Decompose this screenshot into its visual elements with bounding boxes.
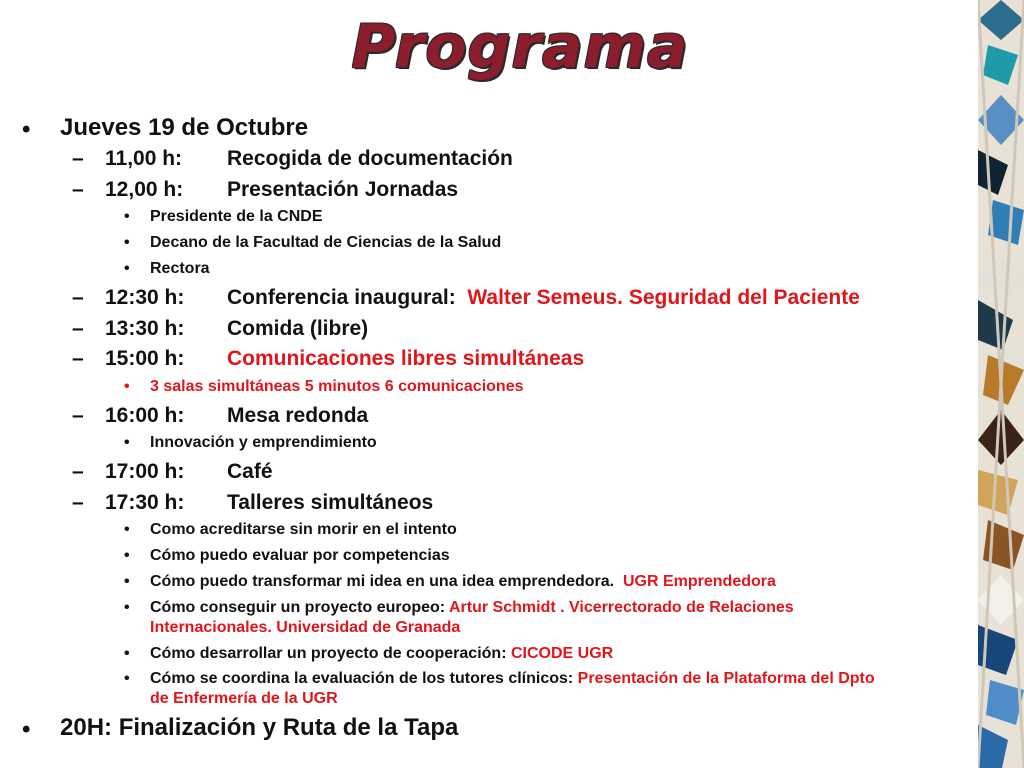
sub-item-red: CICODE UGR	[510, 645, 614, 662]
dash-bullet: –	[72, 147, 84, 170]
dash-bullet: –	[72, 317, 84, 340]
time: 17:30 h:	[105, 491, 185, 514]
sub-bullet: •	[124, 434, 130, 451]
sub-item-red: Artur Schmidt . Vicerrectorado de Relaciones	[449, 599, 794, 616]
sub-item: Presidente de la CNDE	[150, 208, 323, 225]
sub-item	[150, 599, 794, 617]
dash-bullet: –	[72, 460, 84, 483]
mosaic-decoration	[978, 0, 1024, 768]
sub-item-red: Presentación de la Plataforma del Dpto	[577, 670, 875, 687]
sub-item: Cómo puedo evaluar por competencias	[150, 547, 450, 564]
sub-item: Rectora	[150, 260, 210, 277]
time: 11,00 h:	[105, 147, 183, 170]
item-label: Talleres simultáneos	[227, 491, 434, 514]
sub-item: Decano de la Facultad de Ciencias de la Salud	[150, 234, 502, 251]
slide-title: Programa	[351, 12, 689, 82]
item-label-red: Comunicaciones libres simultáneas	[227, 347, 585, 370]
sub-item	[150, 670, 875, 688]
sub-item: Como acreditarse sin morir en el intento	[150, 521, 457, 538]
sub-item-red-cont: de Enfermería de la UGR	[150, 690, 338, 707]
bullet-dot: •	[22, 716, 31, 743]
schedule-item	[105, 404, 368, 428]
item-label-red: Walter Semeus. Seguridad del Paciente	[467, 286, 860, 309]
time: 12:30 h:	[105, 286, 185, 309]
item-label: Recogida de documentación	[227, 147, 513, 170]
sub-bullet: •	[124, 670, 130, 687]
item-label: Conferencia inaugural:	[227, 286, 456, 309]
schedule-item	[105, 491, 433, 515]
bullet-dot: •	[22, 116, 31, 143]
schedule-item	[105, 286, 860, 310]
sub-item-text: Cómo conseguir un proyecto europeo:	[150, 599, 446, 616]
item-label: Mesa redonda	[227, 404, 369, 427]
sub-item: 3 salas simultáneas 5 minutos 6 comunicaciones	[150, 378, 524, 395]
schedule-item	[105, 147, 513, 171]
dash-bullet: –	[72, 491, 84, 514]
closing-line: 20H: Finalización y Ruta de la Tapa	[60, 714, 459, 741]
item-label: Presentación Jornadas	[227, 178, 459, 201]
sub-item	[150, 573, 776, 591]
schedule-item	[105, 178, 458, 202]
dash-bullet: –	[72, 286, 84, 309]
sub-item	[150, 645, 613, 663]
sub-bullet: •	[124, 521, 130, 538]
time: 12,00 h:	[105, 178, 184, 201]
sub-item-text: Cómo desarrollar un proyecto de cooperación:	[150, 645, 507, 662]
sub-bullet: •	[124, 234, 130, 251]
item-label: Comida (libre)	[227, 317, 369, 340]
sub-bullet: •	[124, 547, 130, 564]
sub-item-text: Cómo se coordina la evaluación de los tutores clínicos:	[150, 670, 574, 687]
sub-bullet: •	[124, 378, 130, 395]
time: 17:00 h:	[105, 460, 185, 483]
schedule-item	[105, 317, 368, 341]
day-heading: Jueves 19 de Octubre	[60, 114, 309, 141]
sub-item-red-cont: Internacionales. Universidad de Granada	[150, 619, 461, 636]
item-label: Café	[227, 460, 273, 483]
schedule-item	[105, 347, 584, 371]
sub-bullet: •	[124, 645, 130, 662]
sub-item-red: UGR Emprendedora	[622, 573, 776, 590]
sub-bullet: •	[124, 260, 130, 277]
sub-item-text: Cómo puedo transformar mi idea en una idea emprendedora.	[150, 573, 615, 590]
dash-bullet: –	[72, 178, 84, 201]
sub-bullet: •	[124, 208, 130, 225]
dash-bullet: –	[72, 404, 84, 427]
sub-bullet: •	[124, 599, 130, 616]
dash-bullet: –	[72, 347, 84, 370]
time: 15:00 h:	[105, 347, 185, 370]
sub-bullet: •	[124, 573, 130, 590]
sub-item: Innovación y emprendimiento	[150, 434, 377, 451]
time: 13:30 h:	[105, 317, 185, 340]
time: 16:00 h:	[105, 404, 185, 427]
schedule-item	[105, 460, 273, 484]
